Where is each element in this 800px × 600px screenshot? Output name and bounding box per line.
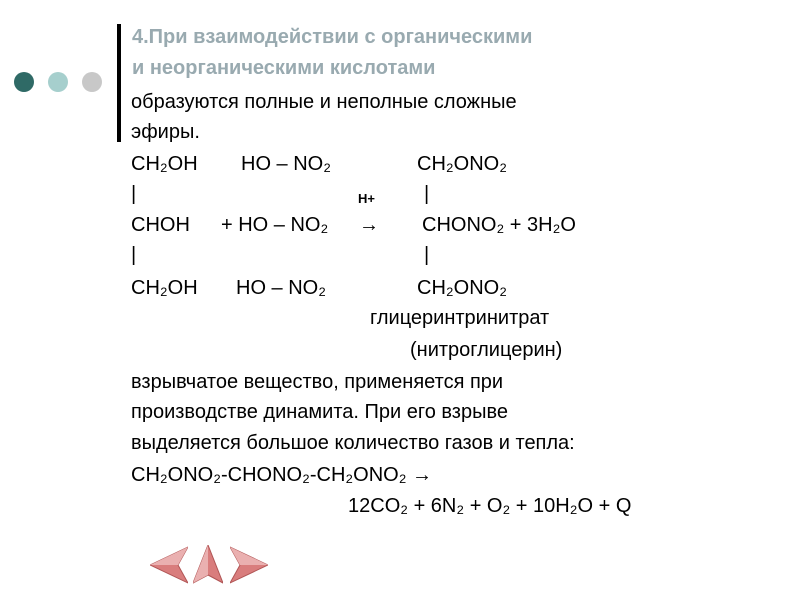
reaction-r1-reagent: HO – NO₂ xyxy=(241,153,331,175)
reaction-r5-reagent: HO – NO₂ xyxy=(236,277,326,299)
body-line-1: образуются полные и неполные сложные xyxy=(131,91,517,113)
next-arrow-icon xyxy=(230,545,268,585)
description-line-3: выделяется большое количество газов и тепла: xyxy=(131,432,575,454)
dot-dark xyxy=(14,72,34,92)
dot-light xyxy=(48,72,68,92)
reaction-r4-bond-right: | xyxy=(424,244,430,266)
reaction-r1-left: CH₂OH xyxy=(131,153,198,175)
slide-title-line-2: и неорганическими кислотами xyxy=(132,57,436,79)
title-divider xyxy=(117,24,121,142)
decorative-dots xyxy=(14,72,104,94)
next-slide-button[interactable] xyxy=(230,545,268,585)
reaction-r2-bond-right: | xyxy=(424,183,430,205)
reaction-arrow: → xyxy=(359,214,379,236)
equation-line-2: 12CO₂ + 6N₂ + O₂ + 10H₂O + Q xyxy=(348,495,632,517)
equation-line-1: CH₂ONO₂-CHONO₂-CH₂ONO₂ → xyxy=(131,464,433,486)
home-slide-button[interactable] xyxy=(193,545,223,585)
reaction-r5-product: CH₂ONO₂ xyxy=(417,277,507,299)
slide-title-line-1: 4.При взаимодействии с органическими xyxy=(132,26,533,48)
product-name: глицеринтринитрат xyxy=(370,307,550,329)
prev-slide-button[interactable] xyxy=(150,545,188,585)
description-line-2: производстве динамита. При его взрыве xyxy=(131,401,508,423)
reaction-r3-left: CHOH xyxy=(131,214,190,236)
product-alias: (нитроглицерин) xyxy=(410,339,563,361)
home-arrow-icon xyxy=(193,545,223,585)
catalyst-label: H+ xyxy=(358,191,375,206)
reaction-r5-left: CH₂OH xyxy=(131,277,198,299)
reaction-r3-reagent: + HO – NO₂ xyxy=(221,214,329,236)
description-line-1: взрывчатое вещество, применяется при xyxy=(131,371,504,393)
reaction-r1-product: CH₂ONO₂ xyxy=(417,153,507,175)
dot-gray xyxy=(82,72,102,92)
body-line-2: эфиры. xyxy=(131,121,200,143)
reaction-r4-bond-left: | xyxy=(131,244,137,266)
reaction-r3-product: CHONO₂ + 3H₂O xyxy=(422,214,576,236)
reaction-r2-bond-left: | xyxy=(131,183,137,205)
prev-arrow-icon xyxy=(150,545,188,585)
